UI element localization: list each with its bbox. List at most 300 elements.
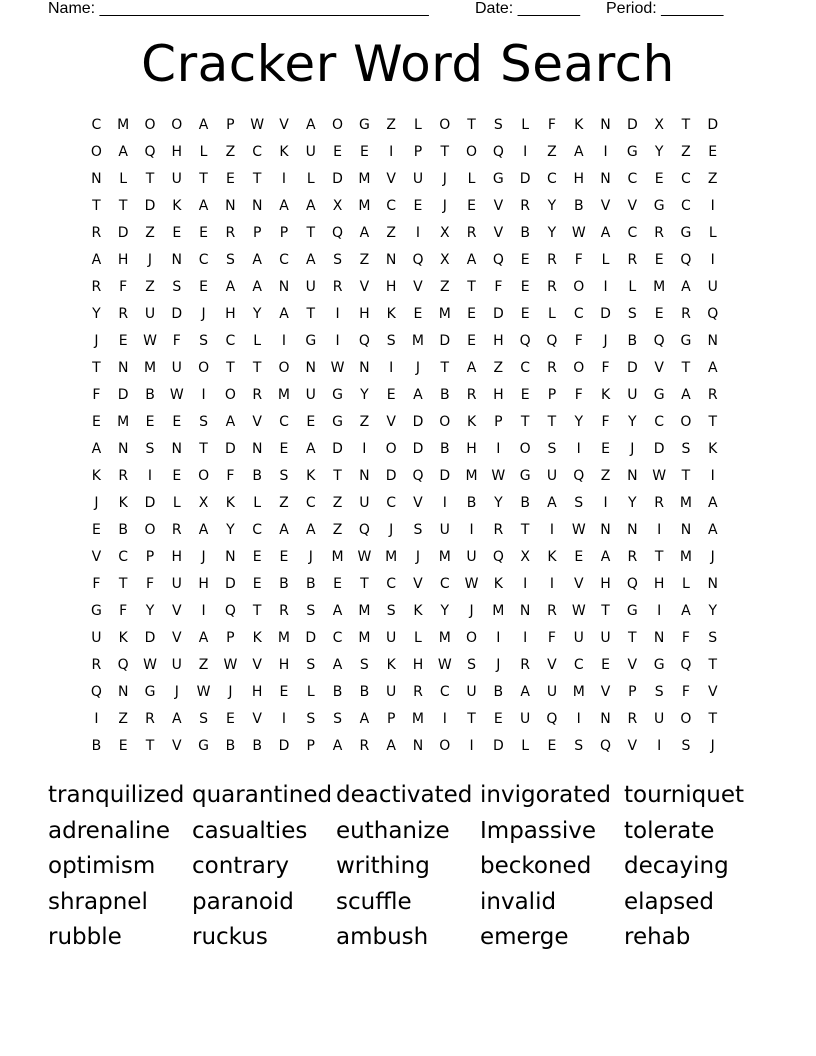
grid-letter[interactable]: Z [118,710,128,727]
grid-letter[interactable]: I [335,305,340,322]
grid-letter[interactable]: G [680,332,692,349]
grid-letter[interactable]: Y [628,494,637,511]
grid-letter[interactable]: B [225,737,236,754]
grid-letter[interactable]: H [278,656,290,673]
grid-letter[interactable]: G [653,656,665,673]
grid-letter[interactable]: K [466,413,477,430]
period-field[interactable]: Period: _______ [606,0,724,17]
grid-letter[interactable]: V [252,710,262,727]
grid-letter[interactable]: V [359,278,370,295]
grid-letter[interactable]: Q [492,548,504,565]
grid-letter[interactable]: L [708,224,717,241]
grid-letter[interactable]: I [576,440,581,457]
grid-letter[interactable]: S [199,710,209,727]
grid-letter[interactable]: N [117,440,129,457]
date-field[interactable]: Date: _______ [475,0,580,17]
grid-letter[interactable]: A [252,251,262,268]
grid-letter[interactable]: C [386,575,397,592]
grid-letter[interactable]: Y [547,224,557,241]
grid-letter[interactable]: M [438,305,451,322]
grid-letter[interactable]: A [279,521,289,538]
grid-letter[interactable]: B [118,521,128,538]
grid-letter[interactable]: C [91,116,102,133]
grid-letter[interactable]: B [252,737,262,754]
grid-letter[interactable]: Z [386,224,396,241]
grid-letter[interactable]: J [147,251,153,268]
grid-letter[interactable]: D [412,440,424,457]
grid-letter[interactable]: D [144,494,156,511]
grid-letter[interactable]: J [415,548,421,565]
grid-letter[interactable]: J [469,602,474,619]
grid-letter[interactable]: K [172,197,182,214]
grid-letter[interactable]: I [496,440,501,457]
grid-letter[interactable]: W [571,521,586,538]
grid-letter[interactable]: T [118,575,128,592]
grid-letter[interactable]: R [547,278,557,295]
grid-letter[interactable]: D [439,332,451,349]
grid-letter[interactable]: T [601,602,610,619]
grid-letter[interactable]: K [708,440,718,457]
grid-letter[interactable]: Z [439,278,450,295]
grid-letter[interactable]: F [494,278,503,295]
grid-letter[interactable]: I [281,332,287,349]
grid-letter[interactable]: V [547,656,557,673]
grid-letter[interactable]: F [119,278,128,295]
grid-letter[interactable]: I [94,710,99,727]
grid-letter[interactable]: A [707,359,718,376]
grid-letter[interactable]: E [413,305,423,322]
grid-letter[interactable]: R [171,521,182,538]
grid-letter[interactable]: W [491,467,506,484]
grid-letter[interactable]: Z [332,494,343,511]
grid-letter[interactable]: M [572,683,585,700]
grid-letter[interactable]: J [201,548,206,565]
grid-letter[interactable]: Q [626,575,638,592]
grid-letter[interactable]: A [466,251,477,268]
grid-letter[interactable]: Y [440,602,450,619]
grid-letter[interactable]: I [389,143,394,160]
grid-letter[interactable]: N [171,251,183,268]
grid-letter[interactable]: A [332,602,343,619]
grid-letter[interactable]: L [548,305,556,322]
grid-letter[interactable]: D [492,737,504,754]
grid-letter[interactable]: N [278,278,290,295]
grid-letter[interactable]: W [357,548,372,565]
grid-letter[interactable]: Q [573,467,585,484]
grid-letter[interactable]: J [201,305,206,322]
grid-letter[interactable]: N [225,197,236,214]
grid-letter[interactable]: U [546,467,558,484]
grid-letter[interactable]: C [573,656,584,673]
grid-letter[interactable]: M [117,413,130,430]
grid-letter[interactable]: E [225,710,235,727]
grid-letter[interactable]: R [359,737,370,754]
grid-letter[interactable]: K [413,602,423,619]
grid-letter[interactable]: P [279,224,289,241]
grid-letter[interactable]: D [117,224,129,241]
grid-letter[interactable]: D [412,413,424,430]
grid-letter[interactable]: F [601,413,610,430]
grid-letter[interactable]: A [413,386,423,403]
grid-letter[interactable]: J [603,332,608,349]
grid-letter[interactable]: E [279,440,289,457]
grid-letter[interactable]: E [118,332,128,349]
grid-letter[interactable]: N [225,548,236,565]
grid-letter[interactable]: A [707,521,718,538]
grid-letter[interactable]: O [573,359,585,376]
grid-letter[interactable]: G [358,116,370,133]
grid-letter[interactable]: Z [359,251,370,268]
grid-letter[interactable]: N [359,359,370,376]
grid-letter[interactable]: Z [198,656,209,673]
grid-letter[interactable]: O [198,359,210,376]
grid-letter[interactable]: V [573,575,584,592]
grid-letter[interactable]: A [386,737,396,754]
grid-letter[interactable]: E [91,413,101,430]
grid-letter[interactable]: K [252,629,262,646]
grid-letter[interactable]: N [600,116,611,133]
grid-letter[interactable]: W [571,224,586,241]
grid-letter[interactable]: G [144,683,156,700]
grid-letter[interactable]: G [680,224,692,241]
grid-letter[interactable]: U [305,143,316,160]
grid-letter[interactable]: F [601,359,610,376]
grid-letter[interactable]: A [198,629,209,646]
grid-letter[interactable]: B [332,683,343,700]
grid-letter[interactable]: R [547,602,557,619]
grid-letter[interactable]: Y [708,602,717,619]
grid-letter[interactable]: F [574,332,583,349]
grid-letter[interactable]: M [277,629,291,646]
grid-letter[interactable]: V [627,737,638,754]
grid-letter[interactable]: B [493,683,504,700]
grid-letter[interactable]: R [252,386,263,403]
grid-letter[interactable]: U [439,521,450,538]
grid-letter[interactable]: Y [574,413,584,430]
grid-letter[interactable]: D [600,305,611,322]
grid-letter[interactable]: U [171,656,182,673]
grid-letter[interactable]: N [519,602,531,619]
grid-letter[interactable]: P [628,683,637,700]
grid-letter[interactable]: T [440,143,450,160]
grid-letter[interactable]: A [305,440,316,457]
grid-letter[interactable]: E [199,278,209,295]
grid-letter[interactable]: B [439,386,450,403]
grid-letter[interactable]: L [521,737,530,754]
grid-letter[interactable]: E [225,170,235,187]
grid-letter[interactable]: N [359,467,370,484]
grid-letter[interactable]: Q [519,332,531,349]
grid-letter[interactable]: Z [359,413,370,430]
grid-letter[interactable]: H [251,683,263,700]
grid-letter[interactable]: I [442,710,447,727]
grid-letter[interactable]: J [94,332,99,349]
grid-letter[interactable]: R [707,386,718,403]
grid-letter[interactable]: G [492,170,504,187]
grid-letter[interactable]: T [708,710,717,727]
grid-letter[interactable]: I [603,278,608,295]
grid-letter[interactable]: U [627,386,638,403]
grid-letter[interactable]: S [225,251,235,268]
grid-letter[interactable]: E [520,251,530,268]
grid-letter[interactable]: V [252,413,262,430]
grid-letter[interactable]: F [547,629,556,646]
grid-letter[interactable]: A [305,251,316,268]
grid-letter[interactable]: R [493,521,504,538]
grid-letter[interactable]: S [306,710,316,727]
grid-letter[interactable]: C [627,170,638,187]
grid-letter[interactable]: V [172,602,182,619]
grid-letter[interactable]: J [630,440,635,457]
grid-letter[interactable]: B [145,386,155,403]
grid-letter[interactable]: I [496,629,501,646]
grid-letter[interactable]: B [439,440,450,457]
grid-letter[interactable]: Q [412,251,424,268]
grid-letter[interactable]: R [91,656,102,673]
grid-letter[interactable]: T [199,170,208,187]
grid-letter[interactable]: C [520,359,531,376]
grid-letter[interactable]: E [520,278,530,295]
grid-letter[interactable]: W [571,602,586,619]
grid-letter[interactable]: I [657,602,662,619]
grid-letter[interactable]: P [386,710,396,727]
grid-letter[interactable]: A [279,305,289,322]
grid-letter[interactable]: T [708,656,717,673]
grid-letter[interactable]: V [386,413,396,430]
grid-letter[interactable]: E [601,656,610,673]
grid-letter[interactable]: N [600,170,611,187]
grid-letter[interactable]: E [547,737,557,754]
grid-letter[interactable]: T [467,116,476,133]
grid-letter[interactable]: F [92,386,101,403]
grid-letter[interactable]: K [118,494,128,511]
grid-letter[interactable]: F [145,575,155,592]
grid-letter[interactable]: A [359,710,370,727]
grid-letter[interactable]: W [143,332,157,349]
grid-letter[interactable]: Z [681,143,691,160]
grid-letter[interactable]: S [627,305,637,322]
grid-letter[interactable]: W [196,683,211,700]
grid-letter[interactable]: I [201,602,206,619]
grid-letter[interactable]: S [708,629,718,646]
grid-letter[interactable]: J [710,737,715,754]
grid-letter[interactable]: Z [332,521,343,538]
grid-letter[interactable]: A [198,116,209,133]
grid-letter[interactable]: Y [628,413,637,430]
grid-letter[interactable]: Z [547,143,557,160]
grid-letter[interactable]: N [305,359,317,376]
grid-letter[interactable]: B [520,224,530,241]
grid-letter[interactable]: C [439,575,450,592]
grid-letter[interactable]: E [145,413,155,430]
grid-letter[interactable]: D [626,116,638,133]
grid-letter[interactable]: I [603,143,608,160]
grid-letter[interactable]: N [412,737,424,754]
grid-letter[interactable]: G [198,737,210,754]
grid-letter[interactable]: U [520,710,531,727]
grid-letter[interactable]: E [333,575,342,592]
grid-letter[interactable]: I [710,197,715,214]
grid-letter[interactable]: M [438,629,451,646]
grid-letter[interactable]: I [442,494,447,511]
grid-letter[interactable]: R [332,278,343,295]
grid-letter[interactable]: E [654,170,664,187]
grid-letter[interactable]: K [118,629,128,646]
grid-letter[interactable]: L [414,116,422,133]
grid-letter[interactable]: O [573,278,585,295]
grid-letter[interactable]: R [145,710,155,727]
grid-letter[interactable]: R [681,305,691,322]
grid-letter[interactable]: S [681,440,691,457]
grid-letter[interactable]: L [414,629,422,646]
grid-letter[interactable]: X [198,494,209,511]
grid-letter[interactable]: D [224,440,236,457]
grid-letter[interactable]: E [199,224,209,241]
grid-letter[interactable]: D [278,737,290,754]
grid-letter[interactable]: V [707,683,718,700]
grid-letter[interactable]: D [492,305,504,322]
grid-letter[interactable]: A [118,143,128,160]
grid-letter[interactable]: O [90,143,102,160]
grid-letter[interactable]: N [653,629,665,646]
grid-letter[interactable]: N [680,521,692,538]
grid-letter[interactable]: T [306,224,316,241]
grid-letter[interactable]: C [332,629,343,646]
grid-letter[interactable]: I [523,629,528,646]
grid-letter[interactable]: A [600,224,611,241]
grid-letter[interactable]: I [281,710,287,727]
grid-letter[interactable]: E [601,440,610,457]
grid-letter[interactable]: H [653,575,665,592]
grid-letter[interactable]: N [385,251,397,268]
grid-letter[interactable]: V [413,575,423,592]
grid-letter[interactable]: R [118,305,129,322]
grid-letter[interactable]: R [466,386,477,403]
grid-letter[interactable]: C [386,494,397,511]
grid-letter[interactable]: I [415,224,421,241]
grid-letter[interactable]: N [600,521,611,538]
grid-letter[interactable]: U [171,359,182,376]
grid-letter[interactable]: O [439,413,451,430]
grid-letter[interactable]: A [681,386,691,403]
grid-letter[interactable]: M [679,548,692,565]
grid-letter[interactable]: D [224,575,236,592]
grid-letter[interactable]: N [600,710,611,727]
grid-letter[interactable]: N [91,170,102,187]
grid-letter[interactable]: S [467,656,476,673]
grid-letter[interactable]: W [652,467,667,484]
grid-letter[interactable]: H [198,575,209,592]
grid-letter[interactable]: P [306,737,315,754]
grid-letter[interactable]: F [92,575,101,592]
grid-letter[interactable]: E [279,683,289,700]
grid-letter[interactable]: A [225,278,236,295]
grid-letter[interactable]: J [228,683,233,700]
grid-letter[interactable]: C [279,251,289,268]
grid-letter[interactable]: T [360,575,369,592]
grid-letter[interactable]: H [466,440,477,457]
grid-letter[interactable]: M [411,332,424,349]
grid-letter[interactable]: Q [546,710,558,727]
grid-letter[interactable]: Q [492,143,504,160]
grid-letter[interactable]: T [440,359,450,376]
grid-letter[interactable]: S [493,116,503,133]
grid-letter[interactable]: Q [332,224,344,241]
grid-letter[interactable]: Y [92,305,101,322]
grid-letter[interactable]: Y [226,521,235,538]
grid-letter[interactable]: J [308,548,313,565]
grid-letter[interactable]: B [252,467,262,484]
grid-letter[interactable]: M [653,278,666,295]
grid-letter[interactable]: O [385,440,397,457]
grid-letter[interactable]: V [627,197,638,214]
grid-letter[interactable]: U [412,170,424,187]
grid-letter[interactable]: V [493,224,504,241]
grid-letter[interactable]: S [386,332,396,349]
grid-letter[interactable]: L [253,332,262,349]
grid-letter[interactable]: R [91,278,102,295]
grid-letter[interactable]: A [225,413,236,430]
grid-letter[interactable]: L [253,494,262,511]
grid-letter[interactable]: E [172,467,182,484]
grid-letter[interactable]: E [467,197,476,214]
grid-letter[interactable]: K [306,467,316,484]
grid-letter[interactable]: A [91,251,102,268]
grid-letter[interactable]: A [681,602,691,619]
grid-letter[interactable]: D [144,197,156,214]
grid-letter[interactable]: H [225,305,236,322]
grid-letter[interactable]: L [521,116,530,133]
grid-letter[interactable]: C [252,143,263,160]
grid-letter[interactable]: S [333,251,343,268]
grid-letter[interactable]: S [199,413,209,430]
grid-letter[interactable]: A [305,116,316,133]
grid-letter[interactable]: O [466,629,478,646]
grid-letter[interactable]: V [386,170,396,187]
grid-letter[interactable]: Z [707,170,718,187]
grid-letter[interactable]: L [172,494,181,511]
grid-letter[interactable]: W [223,656,238,673]
grid-letter[interactable]: Y [252,305,262,322]
grid-letter[interactable]: O [439,737,451,754]
grid-letter[interactable]: C [225,332,236,349]
grid-letter[interactable]: Q [492,251,504,268]
grid-letter[interactable]: E [306,413,316,430]
grid-letter[interactable]: U [600,629,611,646]
grid-letter[interactable]: D [332,170,343,187]
grid-letter[interactable]: P [226,116,235,133]
grid-letter[interactable]: Q [144,143,156,160]
grid-letter[interactable]: J [174,683,179,700]
grid-letter[interactable]: B [359,683,370,700]
grid-letter[interactable]: U [654,710,665,727]
grid-letter[interactable]: J [415,359,421,376]
grid-letter[interactable]: I [549,521,555,538]
grid-letter[interactable]: G [90,602,102,619]
grid-letter[interactable]: M [358,197,371,214]
grid-letter[interactable]: U [386,629,397,646]
grid-letter[interactable]: S [279,467,289,484]
grid-letter[interactable]: G [626,602,638,619]
grid-letter[interactable]: L [628,278,637,295]
grid-letter[interactable]: T [333,467,342,484]
grid-letter[interactable]: A [91,440,102,457]
grid-letter[interactable]: W [437,656,452,673]
grid-letter[interactable]: U [546,683,558,700]
grid-letter[interactable]: E [359,143,369,160]
grid-letter[interactable]: C [198,251,209,268]
grid-letter[interactable]: T [467,710,476,727]
